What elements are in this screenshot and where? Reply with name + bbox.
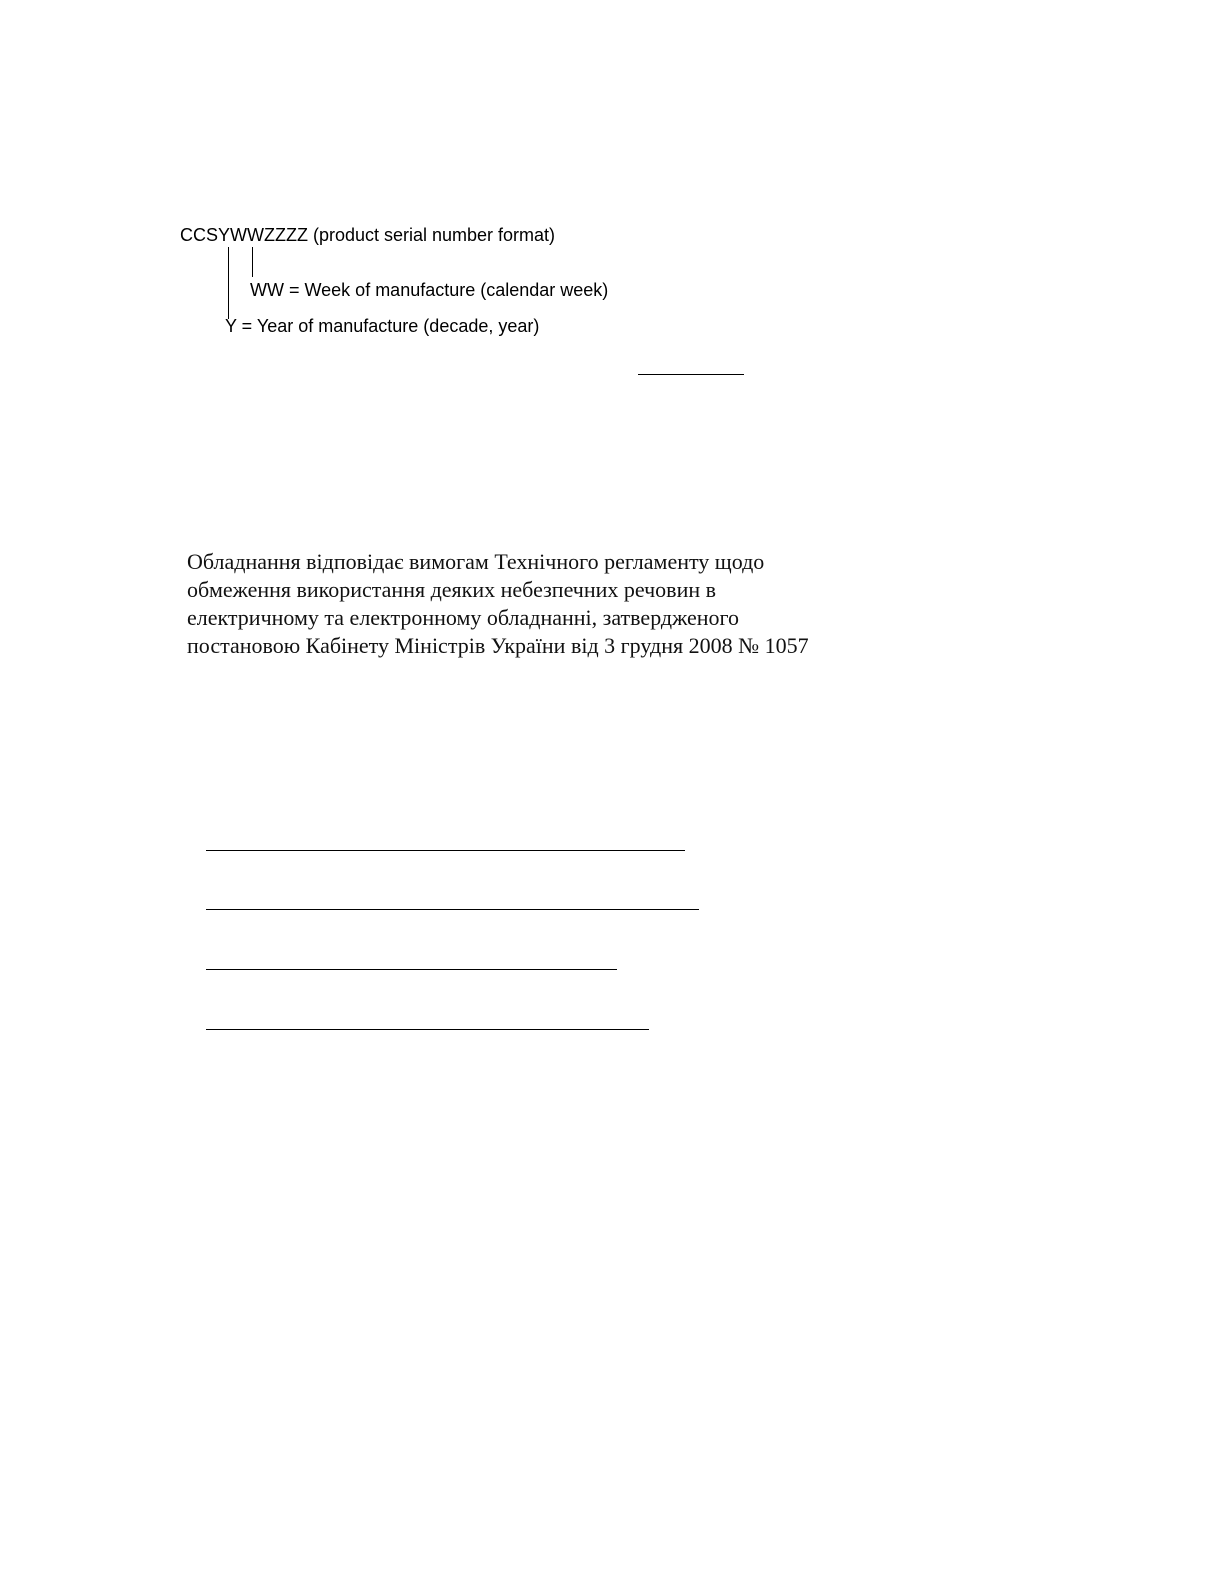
blank-line [206, 1029, 649, 1030]
week-connector-line [252, 247, 253, 277]
compliance-line: Обладнання відповідає вимогам Технічного регламенту щодо [187, 549, 765, 574]
serial-format-line: CCSYWWZZZZ (product serial number format) [180, 225, 556, 245]
compliance-line: постановою Кабінету Міністрів України від 3 грудня 2008 № 1057 [187, 633, 809, 658]
blank-line [206, 969, 617, 970]
year-connector-line [228, 247, 229, 319]
week-of-manufacture-label: WW = Week of manufacture (calendar week) [250, 280, 609, 300]
short-divider-line [638, 374, 744, 375]
compliance-statement [187, 548, 809, 660]
blank-line [206, 850, 685, 851]
compliance-line: обмеження використання деяких небезпечних речовин в [187, 577, 716, 602]
compliance-line: електричному та електронному обладнанні, затвердженого [187, 605, 740, 630]
year-of-manufacture-label: Y = Year of manufacture (decade, year) [225, 316, 540, 336]
blank-line [206, 909, 699, 910]
